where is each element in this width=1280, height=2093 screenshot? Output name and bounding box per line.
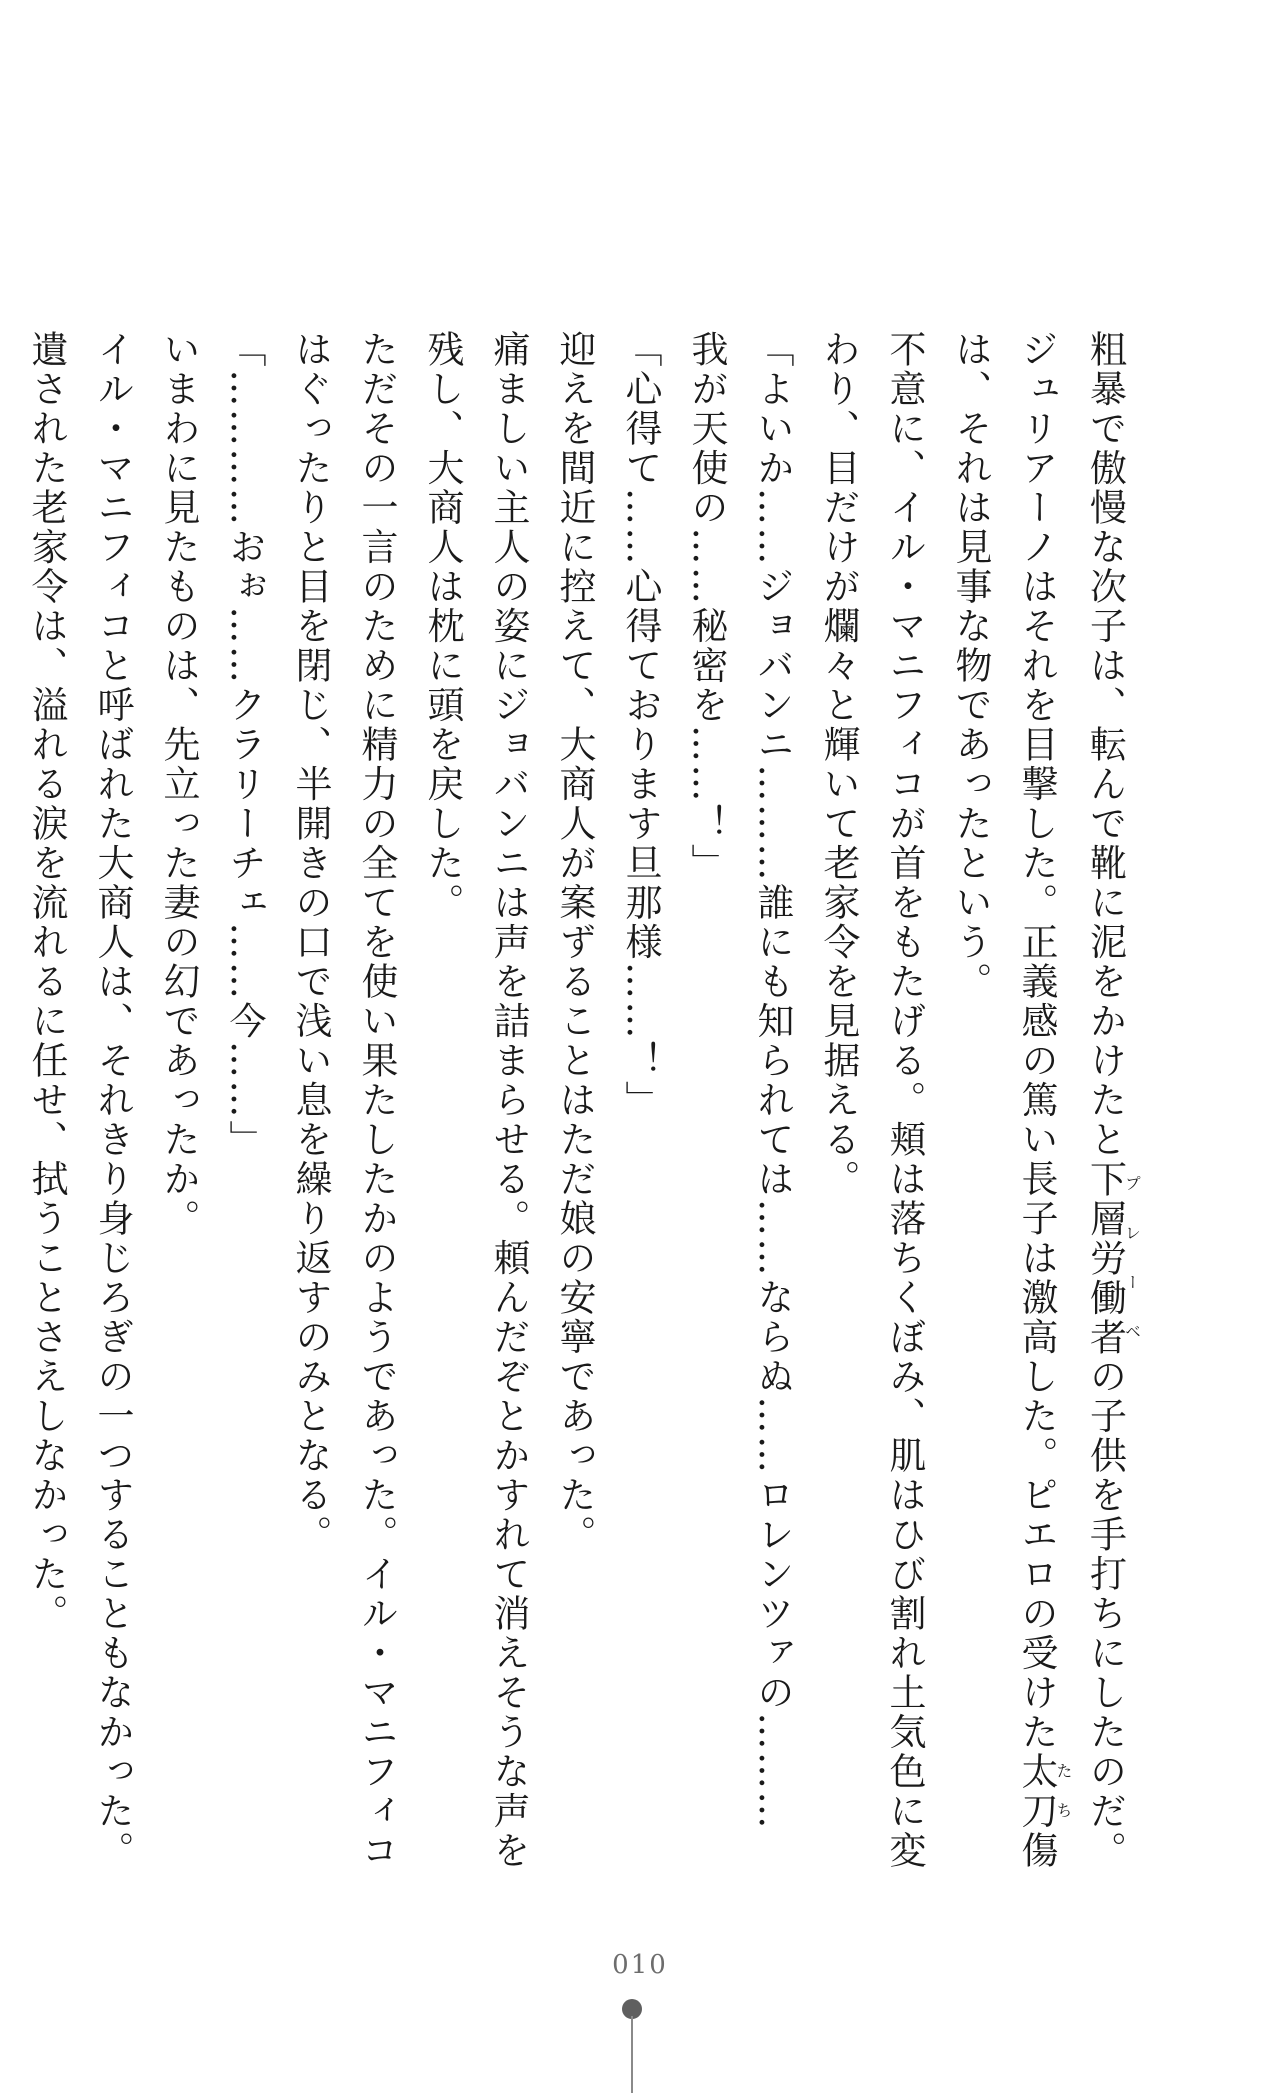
text-line: 我が天使の……秘密を……！」 <box>685 330 728 883</box>
ruby-text: たち <box>1054 1752 1073 1831</box>
text-line: ただその一言のために精力の全てを使い果たしたかのようであった。イル・マニフィコ <box>355 330 398 1871</box>
text-line: 粗暴で傲慢な次子は、転んで靴に泥をかけたと下層労働者プレーベの子供を手打ちにしたのだ。 <box>1083 330 1142 1871</box>
text-line: 「心得て……心得ております旦那様……！」 <box>619 330 662 1120</box>
text-line: 遺された老家令は、溢れる涙を流れるに任せ、拭うことさえしなかった。 <box>25 330 68 1634</box>
text-line: わり、目だけが爛々と輝いて老家令を見据える。 <box>817 330 860 1199</box>
text-line: いまわに見たものは、先立った妻の幻であったか。 <box>157 330 200 1239</box>
page-marker-line <box>631 2016 633 2093</box>
text-line: 「…………おぉ……クラリーチェ……今……」 <box>223 330 266 1160</box>
text-line: 不意に、イル・マニフィコが首をもたげる。頬は落ちくぼみ、肌はひび割れ土気色に変 <box>883 330 926 1871</box>
ruby-annotation: 太刀たち <box>1015 1752 1073 1831</box>
text-line: 「よいか……ジョバンニ………誰にも知られては……ならぬ……ロレンツァの……… <box>751 330 794 1831</box>
ruby-text: プレーベ <box>1122 1159 1142 1357</box>
text-line: はぐったりと目を閉じ、半開きの口で浅い息を繰り返すのみとなる。 <box>289 330 332 1555</box>
text-line: 痛ましい主人の姿にジョバンニは声を詰まらせる。頼んだぞとかすれて消えそうな声を <box>487 330 530 1871</box>
page-number: 010 <box>612 1950 668 1980</box>
ruby-annotation: 下層労働者プレーベ <box>1083 1159 1142 1357</box>
text-line: は、それは見事な物であったという。 <box>949 330 992 1002</box>
text-line: 残し、大商人は枕に頭を戻した。 <box>421 330 464 923</box>
vertical-text-body <box>13 330 1142 1871</box>
text-line: ジュリアーノはそれを目撃した。正義感の篤い長子は激高した。ピエロの受けた太刀たち傷 <box>1015 330 1073 1871</box>
text-line: 迎えを間近に控えて、大商人が案ずることはただ娘の安寧であった。 <box>553 330 596 1555</box>
text-line: イル・マニフィコと呼ばれた大商人は、それきり身じろぎの一つすることもなかった。 <box>91 330 134 1871</box>
